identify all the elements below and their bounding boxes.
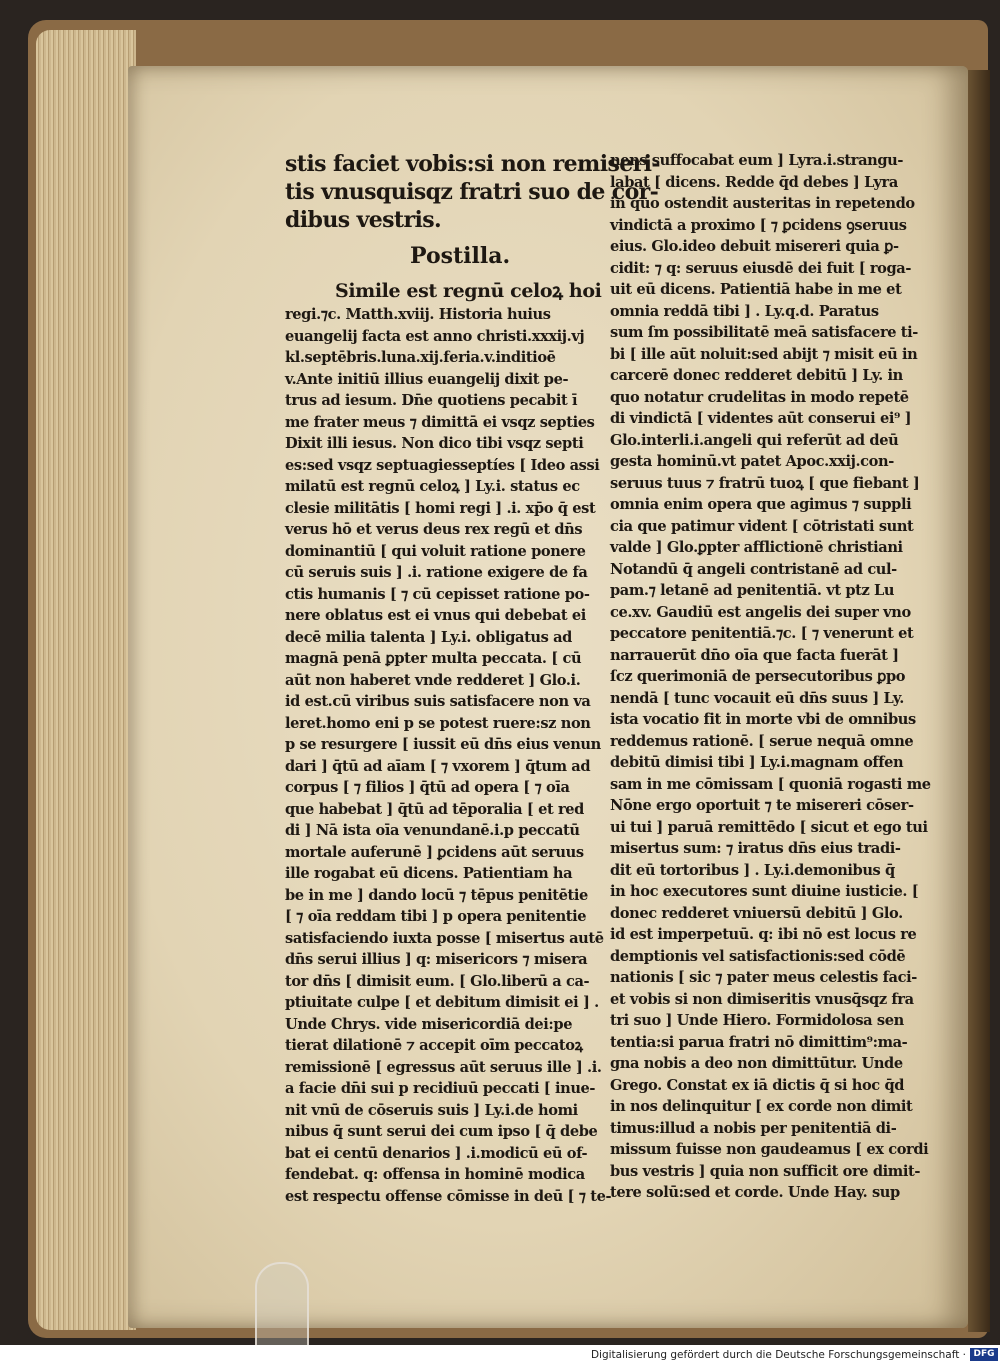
text-line: seruus tuus ⁊ fratrū tuoꝝ [ que fiebant ] — [610, 474, 920, 492]
text-line: nere oblatus est ei vnus qui debebat ei — [285, 607, 586, 624]
text-line: satisfaciendo iuxta posse [ misertus autē — [285, 929, 604, 947]
text-line: carcerē donec redderet debitū ] Ly. in — [610, 367, 903, 384]
text-line: gna nobis a deo non dimittūtur. Unde — [610, 1055, 903, 1072]
right-body-text — [610, 150, 940, 1204]
text-line: ſcz querimoniā de persecutoribus ꝑpo — [610, 668, 906, 685]
text-line: tri suo ] Unde Hiero. Formidolosa sen — [610, 1012, 904, 1029]
text-line: valde ] Glo.ꝑpter afflictionē christiani — [610, 539, 903, 556]
text-line: corpus [ ⁊ filios ] q̄tū ad opera [ ⁊ oīa — [285, 779, 570, 796]
text-line: ptiuitate culpe [ et debitum dimisit ei ] . — [285, 994, 599, 1011]
text-line: mortale auferunē ] ꝑcidens aūt seruus — [285, 843, 584, 861]
text-line: tor dn̄s [ dimisit eum. [ Glo.liberū a ca- — [285, 972, 590, 990]
text-line: bi [ ille aūt noluit:sed abijt ⁊ misit eū in — [610, 345, 918, 363]
text-line: Grego. Constat ex iā dictis q̄ si hoc q̄d — [610, 1076, 905, 1094]
text-line: gesta hominū.vt patet Apoc.xxij.con- — [610, 453, 894, 470]
text-line: tere solū:sed et corde. Unde Hay. sup — [610, 1184, 900, 1201]
text-line: dn̄s serui illius ] q: misericors ⁊ misera — [285, 951, 588, 968]
text-line: reddemus rationē. [ serue nequā omne — [610, 732, 914, 750]
text-line: id est.cū viribus suis satisfacere non va — [285, 693, 591, 710]
text-line: in hoc executores sunt diuine iusticie. [ — [610, 883, 919, 900]
text-line: magnā penā ꝑpter multa peccata. [ cū — [285, 650, 582, 667]
left-body-text — [285, 304, 612, 1207]
text-line: tierat dilationē ⁊ accepit oīm peccatoꝝ — [285, 1037, 583, 1054]
text-line: milatū est regnū celoꝝ ] Ly.i. status ec — [285, 478, 580, 495]
text-line: dari ] q̄tū ad aīam [ ⁊ vxorem ] q̄tum ad — [285, 757, 591, 775]
text-line: omnia enim opera que agimus ⁊ suppli — [610, 496, 912, 513]
text-line: sam in me cōmissam [ quoniā rogasti me — [610, 775, 931, 793]
text-line: sum ſm possibilitatē meā satisfacere ti- — [610, 324, 918, 341]
text-line: v.Ante initiū illius euangelij dixit pe- — [285, 370, 569, 388]
text-line: Notandū q̄ angeli contristanē ad cul- — [610, 560, 897, 578]
text-line: fendebat. q: offensa in hominē modica — [285, 1166, 585, 1183]
left-text-column — [285, 150, 660, 1207]
text-line: donec redderet vniuersū debitū ] Glo. — [610, 904, 903, 922]
text-line: bat ei centū denarios ] .i.modicū eū of- — [285, 1144, 588, 1162]
funding-notice: Digitalisierung gefördert durch die Deutsche Forschungsgemeinschaft · — [590, 1349, 966, 1361]
text-line: et vobis si non dimiseritis vnusq̄sqz fra — [610, 990, 914, 1008]
text-line: quo notatur crudelitas in modo repetē — [610, 388, 909, 406]
text-line: a facie dn̄i sui p recidiuū peccati [ inue- — [285, 1080, 596, 1097]
dfg-logo: DFG — [970, 1348, 998, 1361]
lead-line: stis faciet vobis:si non remiseri- — [285, 151, 660, 177]
text-line: kl.septēbris.luna.xij.feria.v.inditioē — [285, 349, 556, 366]
text-line: dominantiū [ qui voluit ratione ponere — [285, 542, 586, 560]
text-line: misertus sum: ⁊ iratus dn̄s eius tradi- — [610, 840, 901, 857]
text-line: narrauerūt dn̄o oīa que facta fuerāt ] — [610, 646, 899, 664]
text-line: nendā [ tunc vocauit eū dn̄s suus ] Ly. — [610, 689, 904, 707]
section-heading: Postilla. — [410, 243, 511, 269]
text-line: regi.⁊c. Matth.xviij. Historia huius — [285, 306, 551, 323]
book-gutter — [968, 70, 990, 1332]
text-line: eius. Glo.ideo debuit misereri quia ꝑ- — [610, 238, 899, 255]
text-line: peccatore penitentiā.⁊c. [ ⁊ venerunt et — [610, 625, 914, 642]
text-line: bus vestris ] quia non sufficit ore dimit- — [610, 1162, 920, 1180]
text-line: cū seruis suis ] .i. ratione exigere de fa — [285, 564, 588, 581]
text-line: p se resurgere [ iussit eū dn̄s eius venun — [285, 736, 601, 753]
text-line: timus:illud a nobis per penitentiā di- — [610, 1119, 897, 1137]
text-line: est respectu offense cōmisse in deū [ ⁊ te- — [285, 1187, 612, 1205]
text-line: ctis humanis [ ⁊ cū cepisset ratione po- — [285, 585, 590, 603]
text-line: nationis [ sic ⁊ pater meus celestis faci- — [610, 969, 917, 986]
text-line: be in me ] dando locū ⁊ tēpus penitētie — [285, 886, 588, 904]
text-line: me frater meus ⁊ dimittā ei vsqz septies — [285, 413, 595, 431]
text-line: nibus q̄ sunt serui dei cum ipso [ q̄ debe — [285, 1123, 598, 1140]
lead-line: tis vnusquisqz fratri suo de cor- — [285, 179, 659, 205]
text-line: trus ad iesum. Dn̄e quotiens pecabit ī — [285, 392, 578, 409]
text-line: clesie militātis [ homi regi ] .i. xp̄o q̄ est — [285, 499, 596, 517]
text-line: leret.homo eni p se potest ruere:sz non — [285, 714, 591, 732]
text-line: tentia:si parua fratri nō dimittim⁹:ma- — [610, 1033, 908, 1051]
text-line: ui tui ] paruā remittēdo [ sicut et ego tui — [610, 818, 928, 836]
text-line: [ ⁊ oīa reddam tibi ] p opera penitentie — [285, 908, 587, 925]
text-line: dit eū tortoribus ] . Ly.i.demonibus q̄ — [610, 861, 895, 879]
text-line: nit vnū de cōseruis suis ] Ly.i.de homi — [285, 1101, 578, 1119]
page-clip — [255, 1262, 309, 1354]
text-line: que habebat ] q̄tū ad tēporalia [ et red — [285, 800, 584, 818]
text-line: Unde Chrys. vide misericordiā dei:pe — [285, 1015, 573, 1033]
text-line: debitū dimisi tibi ] Ly.i.magnam offen — [610, 754, 904, 771]
text-line: decē milia talenta ] Ly.i. obligatus ad — [285, 628, 572, 646]
text-line: demptionis vel satisfactionis:sed cōdē — [610, 947, 906, 965]
text-line: labat [ dicens. Redde q̄d debes ] Lyra — [610, 173, 898, 191]
text-line: remissionē [ egressus aūt seruus ille ] .i. — [285, 1058, 602, 1076]
text-line: di ] Nā ista oīa venundanē.i.p peccatū — [285, 822, 580, 839]
text-line: missum fuisse non gaudeamus [ ex cordi — [610, 1141, 929, 1158]
text-line: verus hō et verus deus rex regū et dn̄s — [285, 521, 583, 538]
text-line: ista vocatio fit in morte vbi de omnibus — [610, 711, 916, 728]
text-line: ce.xv. Gaudiū est angelis dei super vno — [610, 603, 911, 621]
right-text-column — [610, 150, 940, 1204]
text-line: vindictā a proximo [ ⁊ ꝑcidens ꝯseruus — [610, 216, 907, 234]
page-edges — [36, 30, 136, 1330]
text-line: pam.⁊ letanē ad penitentiā. vt ptz Lu — [610, 582, 895, 599]
text-line: aūt non haberet vnde redderet ] Glo.i. — [285, 671, 581, 689]
text-line: Dixit illi iesus. Non dico tibi vsqz septi — [285, 435, 584, 452]
text-line: in nos delinquitur [ ex corde non dimit — [610, 1098, 913, 1115]
text-line: cia que patimur vident [ cōtristati sunt — [610, 517, 914, 535]
lead-line: dibus vestris. — [285, 207, 442, 233]
text-line: cidit: ⁊ q: seruus eiusdē dei fuit [ roga- — [610, 259, 912, 277]
text-line: uit eū dicens. Patientiā habe in me et — [610, 281, 902, 298]
text-line: euangelij facta est anno christi.xxxij.vj — [285, 327, 585, 345]
incipit-line: Simile est regnū celoꝝ hoi — [335, 280, 602, 302]
text-line: in quo ostendit austeritas in repetendo — [610, 195, 915, 212]
text-line: omnia reddā tibi ] . Ly.q.d. Paratus — [610, 302, 879, 320]
text-line: di vindictā [ videntes aūt conserui ei⁹ ] — [610, 410, 912, 427]
text-line: Glo.interli.i.angeli qui referūt ad deū — [610, 431, 899, 449]
text-line: Nōne ergo oportuit ⁊ te misereri cōser- — [610, 797, 914, 814]
text-line: ille rogabat eū dicens. Patientiam ha — [285, 865, 573, 882]
text-line: es:sed vsqz septuagiesseptíes [ Ideo assi — [285, 456, 600, 474]
text-line: nens suffocabat eum ] Lyra.i.strangu- — [610, 152, 904, 169]
text-line: id est imperpetuū. q: ibi nō est locus re — [610, 926, 917, 943]
